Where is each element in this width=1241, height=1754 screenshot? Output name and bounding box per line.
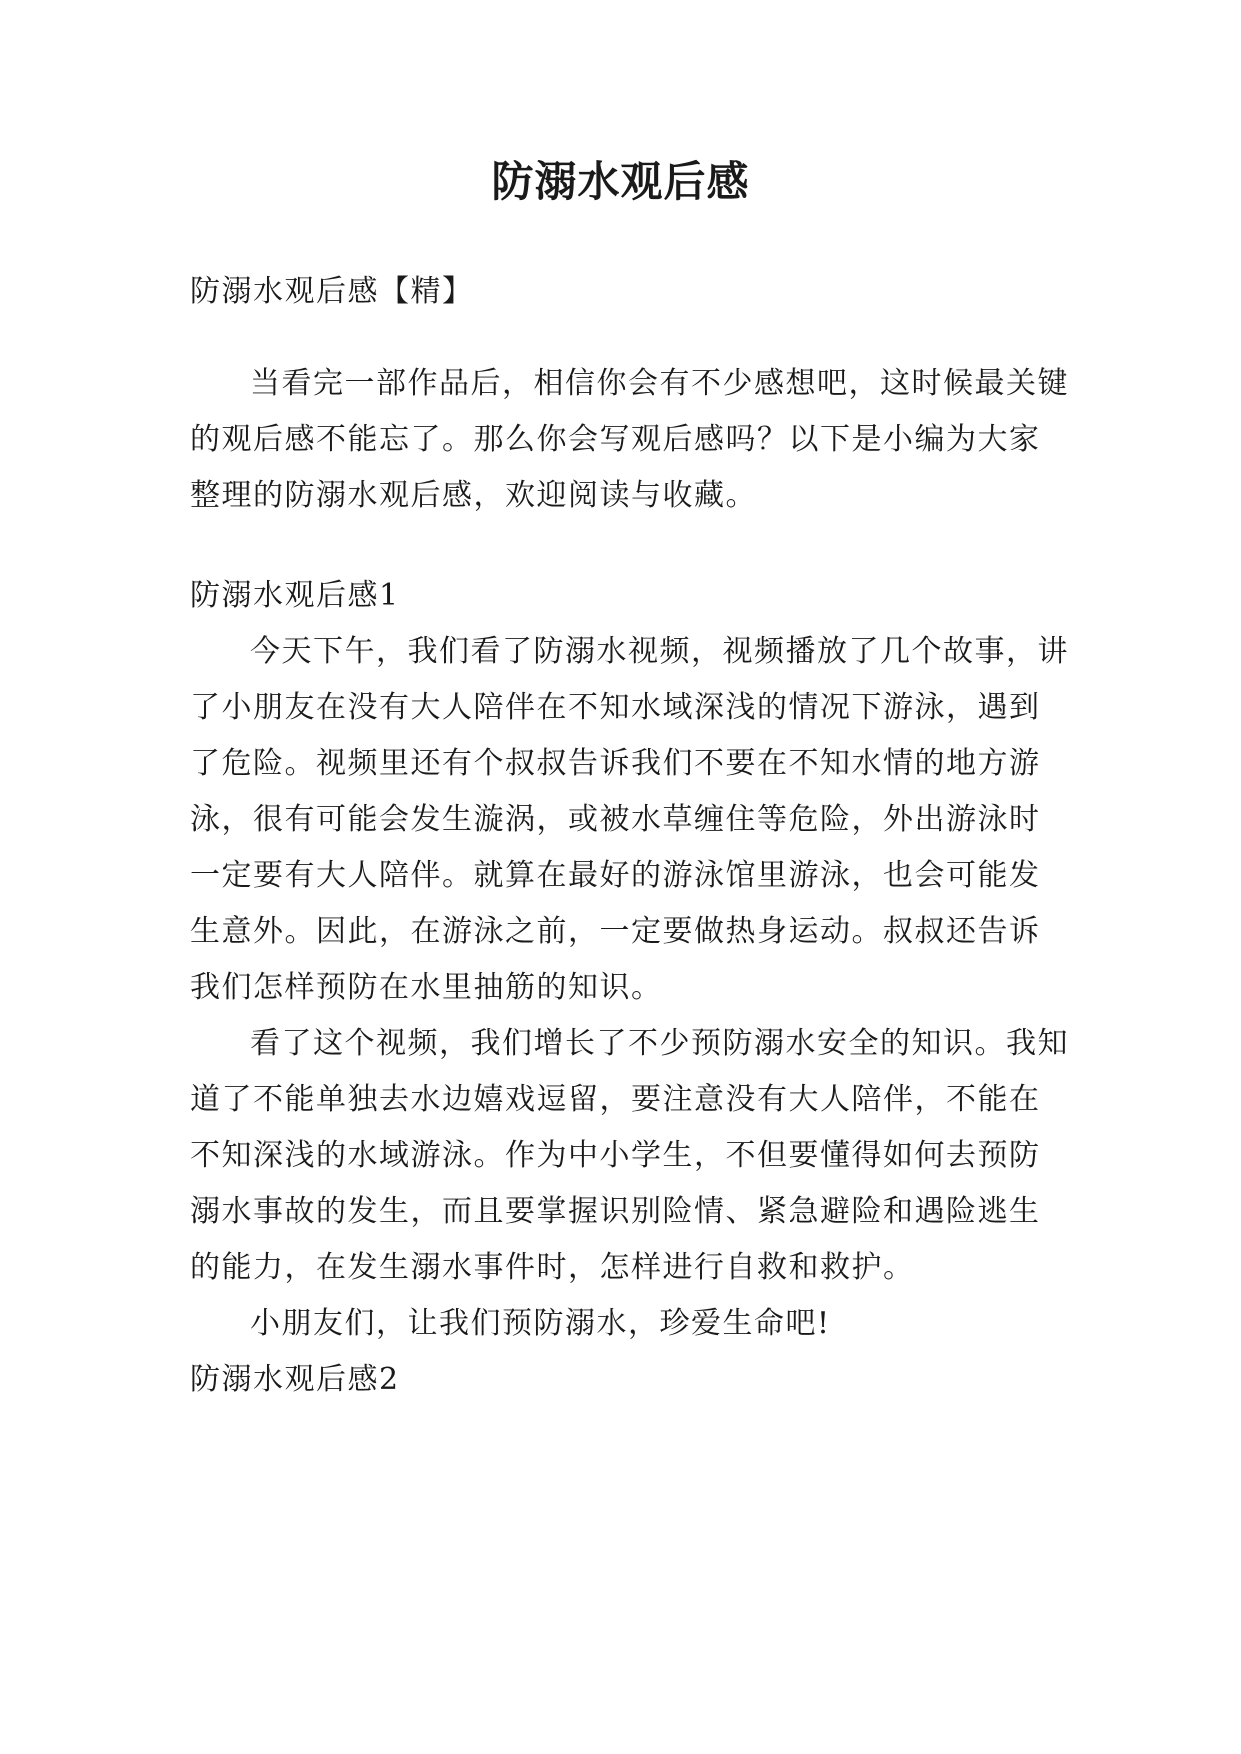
section-2-heading: 防溺水观后感2: [190, 1362, 400, 1397]
intro-block: [190, 356, 1070, 524]
section-1-heading: 防溺水观后感1: [190, 578, 400, 613]
section-1: [190, 568, 1070, 1408]
intro-paragraph: 当看完一部作品后，相信你会有不少感想吧，这时候最关键的观后感不能忘了。那么你会写观后感吗？以下是小编为大家整理的防溺水观后感，欢迎阅读与收藏。: [190, 366, 1069, 513]
section-1-paragraph-1: 今天下午，我们看了防溺水视频，视频播放了几个故事，讲了小朋友在没有大人陪伴在不知水域深浅的情况下游泳，遇到了危险。视频里还有个叔叔告诉我们不要在不知水情的地方游泳，很有可能会发生漩涡，或被水草缠住等危险，外出游泳时一定要有大人陪伴。就算在最好的游泳馆里游泳，也会可能发生意外。因此，在游泳之前，一定要做热身运动。叔叔还告诉我们怎样预防在水里抽筋的知识。: [190, 634, 1069, 1005]
section-1-paragraph-3: 小朋友们，让我们预防溺水，珍爱生命吧!: [250, 1306, 831, 1341]
document-title: 防溺水观后感: [491, 157, 750, 206]
subtitle-text: 防溺水观后感【精】: [190, 274, 474, 309]
document-subtitle: [190, 264, 1070, 320]
section-1-paragraph-2: 看了这个视频，我们增长了不少预防溺水安全的知识。我知道了不能单独去水边嬉戏逗留，要注意没有大人陪伴，不能在不知深浅的水域游泳。作为中小学生，不但要懂得如何去预防溺水事故的发生，而且要掌握识别险情、紧急避险和遇险逃生的能力，在发生溺水事件时，怎样进行自救和救护。: [190, 1026, 1069, 1285]
